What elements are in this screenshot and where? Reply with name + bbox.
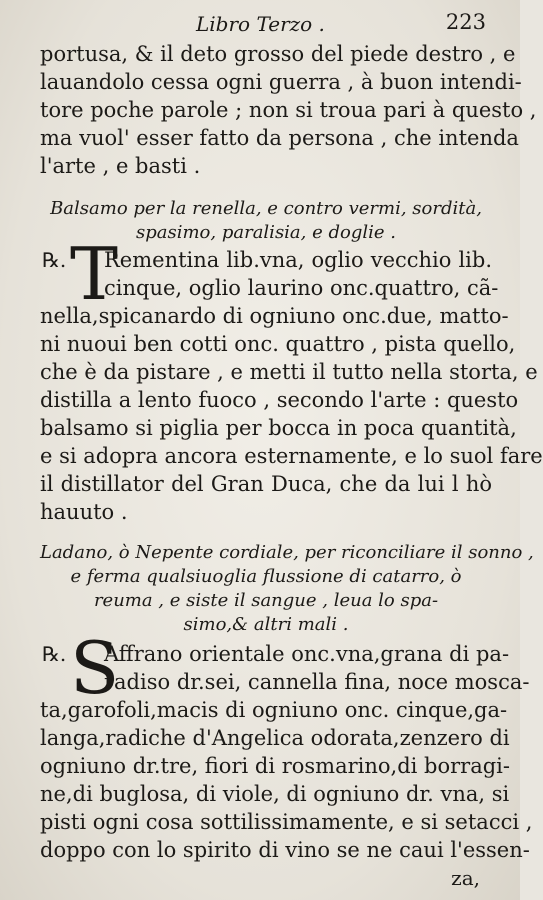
text-line: cinque, oglio laurino onc.quattro, cã- — [104, 276, 499, 300]
text-line: l'arte , e basti . — [40, 154, 201, 178]
text-line: tore poche parole ; non si troua pari à questo , — [40, 98, 537, 122]
text-line: ogniuno dr.tre, fiori di rosmarino,di borragi- — [40, 754, 510, 778]
running-head — [196, 10, 486, 38]
text-line: hauuto . — [40, 500, 128, 524]
text-line: Rementina lib.vna, oglio vecchio lib. — [104, 248, 492, 272]
text-line: lauandolo cessa ogni guerra , à buon intendi- — [40, 70, 522, 94]
drop-cap: S — [70, 626, 120, 710]
text-line: portusa, & il deto grosso del piede destro , e — [40, 42, 516, 66]
recipe-heading: e ferma qualsiuoglia flussione di catarro, ò — [70, 566, 462, 587]
text-line: pisti ogni cosa sottilissimamente, e si setacci , — [40, 810, 533, 834]
recipe-heading: simo,& altri mali . — [183, 614, 349, 635]
text-line: nella,spicanardo di ogniuno onc.due, matto- — [40, 304, 509, 328]
drop-cap: T — [70, 232, 119, 316]
recipe-heading: Balsamo per la renella, e contro vermi, sordità, — [50, 198, 482, 219]
running-title: Libro Terzo . — [196, 12, 325, 36]
text-line: ta,garofoli,macis di ogniuno onc. cinque,ga- — [40, 698, 508, 722]
text-line: il distillator del Gran Duca, che da lui l hò — [40, 472, 492, 496]
recipe-heading: spasimo, paralisia, e doglie . — [136, 222, 396, 243]
text-line: langa,radiche d'Angelica odorata,zenzero di — [40, 726, 510, 750]
text-line: ne,di buglosa, di viole, di ogniuno dr. vna, si — [40, 782, 510, 806]
recipe-heading: reuma , e siste il sangue , leua lo spa- — [93, 590, 439, 611]
recipe-symbol: ℞. — [42, 248, 67, 272]
text-line: distilla a lento fuoco , secondo l'arte : questo — [40, 388, 519, 412]
catchword: za, — [451, 866, 480, 890]
text-line: che è da pistare , e metti il tutto nella storta, e — [40, 360, 538, 384]
text-line: balsamo si piglia per bocca in poca quantità, — [40, 416, 517, 440]
text-line: Affrano orientale onc.vna,grana di pa- — [104, 642, 510, 666]
text-line: ni nuoui ben cotti onc. quattro , pista quello, — [40, 332, 516, 356]
recipe-symbol: ℞. — [42, 642, 67, 666]
text-line: radiso dr.sei, cannella fina, noce mosca- — [104, 670, 530, 694]
text-line: ma vuol' esser fatto da persona , che intenda — [40, 126, 519, 150]
page-number: 223 — [445, 10, 486, 34]
text-line: e si adopra ancora esternamente, e lo suol fare — [40, 444, 543, 468]
text-line: doppo con lo spirito di vino se ne caui l'essen- — [40, 838, 530, 862]
recipe-heading: Ladano, ò Nepente cordiale, per riconciliare il sonno , — [40, 542, 534, 563]
